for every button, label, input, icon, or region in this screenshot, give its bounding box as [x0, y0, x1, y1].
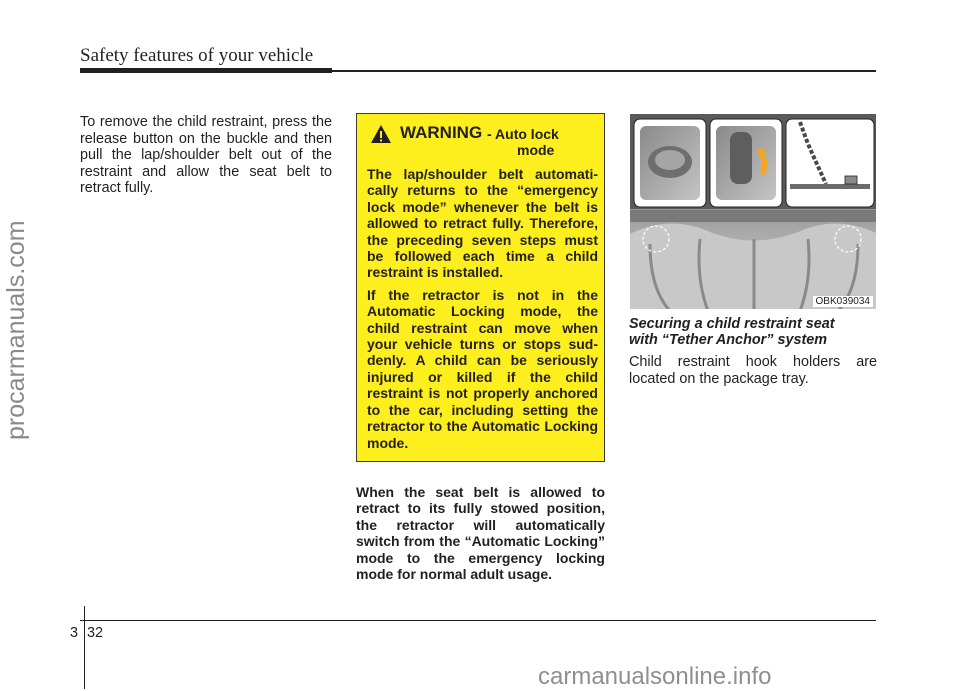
warning-header — [367, 124, 598, 166]
warning-triangle-icon — [370, 124, 392, 144]
section-heading-line1: Securing a child restraint seat — [629, 316, 835, 332]
warning-subtitle-line2: mode — [517, 142, 555, 158]
page-header-title: Safety features of your vehicle — [80, 45, 314, 66]
right-column-text: Child restraint hook holders are located on the package tray. — [629, 354, 877, 387]
chapter-number: 3 — [70, 625, 79, 641]
footer-divider — [84, 606, 85, 689]
left-column-text: To remove the child restraint, press the release button on the buckle and then pull the lap/shoulder belt out of the restraint and allow the seat belt to retract fully. — [80, 114, 332, 197]
warning-subtitle — [487, 126, 587, 158]
warning-title: WARNING — [400, 123, 483, 142]
page-number: 32 — [87, 625, 104, 641]
footer-rule — [80, 620, 876, 621]
side-watermark: procarmanuals.com — [2, 220, 30, 440]
rear-seat-illustration — [630, 114, 877, 310]
section-heading — [629, 316, 877, 349]
figure-code-label: OBK039034 — [813, 296, 874, 307]
warning-paragraph-1: The lap/shoulder belt automati-cally returns to the “emergency lock mode” whenever the belt is allowed to retract fully. Therefore, the preceding seven steps must be followed each time a child restraint is installed. — [367, 166, 598, 281]
warning-paragraph-2: If the retractor is not in the Automatic Locking mode, the child restraint can move when your vehicle turns or stops sud-denly. A child can be seriously injured or killed if the child restraint is not properly anchored to the car, including setting the retractor to the Automatic Locking mode. — [367, 286, 598, 451]
middle-column-text: When the seat belt is allowed to retract to its fully stowed position, the retractor will automatically switch from the “Automatic Locking” mode to the emergency locking mode for normal adult usage. — [356, 484, 605, 583]
warning-box — [356, 113, 605, 462]
tether-anchor-illustration — [629, 113, 877, 310]
section-heading-line2: with “Tether Anchor” system — [629, 332, 828, 349]
warning-subtitle-line1: - Auto lock — [487, 126, 559, 142]
header-rule — [80, 70, 876, 72]
bottom-watermark: carmanualsonline.info — [538, 663, 772, 690]
